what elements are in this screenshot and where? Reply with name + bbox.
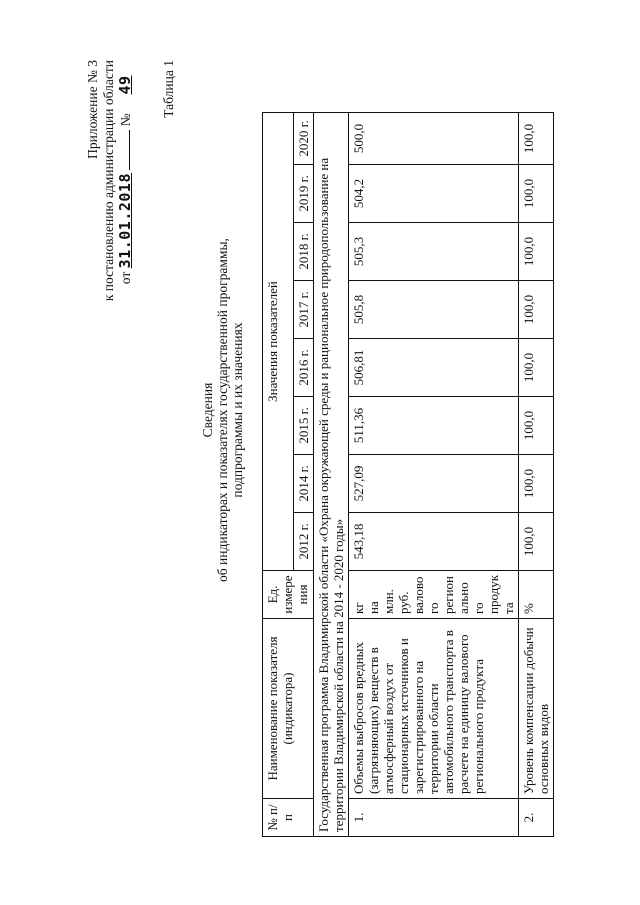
- row-value: 100,0: [519, 164, 554, 222]
- row-value: 505,8: [349, 280, 519, 338]
- header-row-1: [263, 112, 294, 836]
- year-header: 2012 г.: [294, 512, 314, 570]
- row-value: 504,2: [349, 164, 519, 222]
- row-value: 505,3: [349, 222, 519, 280]
- handwritten-date: 31.01.2018: [116, 173, 134, 269]
- row-value: 100,0: [519, 454, 554, 512]
- year-header: 2017 г.: [294, 280, 314, 338]
- table-row: [519, 112, 554, 836]
- row-value: 100,0: [519, 512, 554, 570]
- row-value: 506,81: [349, 338, 519, 396]
- appendix-block: [85, 60, 134, 360]
- underline: [129, 130, 130, 170]
- row-value: 100,0: [519, 112, 554, 164]
- title-line3: подпрограммы и их значениях: [230, 322, 245, 498]
- row-value: 100,0: [519, 338, 554, 396]
- year-header: 2014 г.: [294, 454, 314, 512]
- row-value: 500,0: [349, 112, 519, 164]
- year-header: 2020 г.: [294, 112, 314, 164]
- header-values: Значения показателей: [263, 112, 294, 570]
- year-header: 2018 г.: [294, 222, 314, 280]
- header-unit: Ед. измере ния: [263, 570, 314, 618]
- row-value: 100,0: [519, 280, 554, 338]
- row-num: 1.: [349, 799, 519, 837]
- row-name: Объемы выбросов вредных (загрязняющих) веществ в атмосферный воздух от стационарных источников и зарегистрированного на территории области автомобильного транспорта в расчете на единицу валового регионального продукта: [349, 619, 519, 799]
- header-name: Наименование показателя (индикатора): [263, 619, 314, 799]
- handwritten-number: 49: [116, 75, 134, 95]
- from-label: от: [118, 271, 133, 285]
- appendix-date-line: [117, 60, 134, 360]
- appendix-title: Приложение № 3: [85, 60, 100, 159]
- indicators-table: [262, 112, 554, 837]
- title-line1: Сведения: [200, 382, 215, 438]
- row-unit: кг на млн. руб. валово го регион ально го продук та: [349, 570, 519, 618]
- table-label: Таблица 1: [161, 60, 176, 118]
- year-header: 2016 г.: [294, 338, 314, 396]
- row-value: 100,0: [519, 222, 554, 280]
- year-header: 2019 г.: [294, 164, 314, 222]
- year-header: 2015 г.: [294, 396, 314, 454]
- row-value: 543,18: [349, 512, 519, 570]
- row-value: 527,09: [349, 454, 519, 512]
- row-unit: %: [519, 570, 554, 618]
- document-title: [200, 55, 245, 765]
- table-row: [349, 112, 519, 836]
- row-num: 2.: [519, 799, 554, 837]
- title-line2: об индикаторах и показателях государственной программы,: [215, 238, 230, 582]
- appendix-line1: к постановлению администрации области: [101, 60, 116, 302]
- number-label: №: [118, 113, 133, 127]
- row-value: 100,0: [519, 396, 554, 454]
- row-name: Уровень компенсации добычи основных видов: [519, 619, 554, 799]
- program-name: Государственная программа Владимирской области «Охрана окружающей среды и рациональное природопользование на территории Владимирской области на 2014 - 2020 годы»: [314, 112, 349, 836]
- header-num: № п/п: [263, 799, 314, 837]
- row-value: 511,36: [349, 396, 519, 454]
- program-row: [314, 112, 349, 836]
